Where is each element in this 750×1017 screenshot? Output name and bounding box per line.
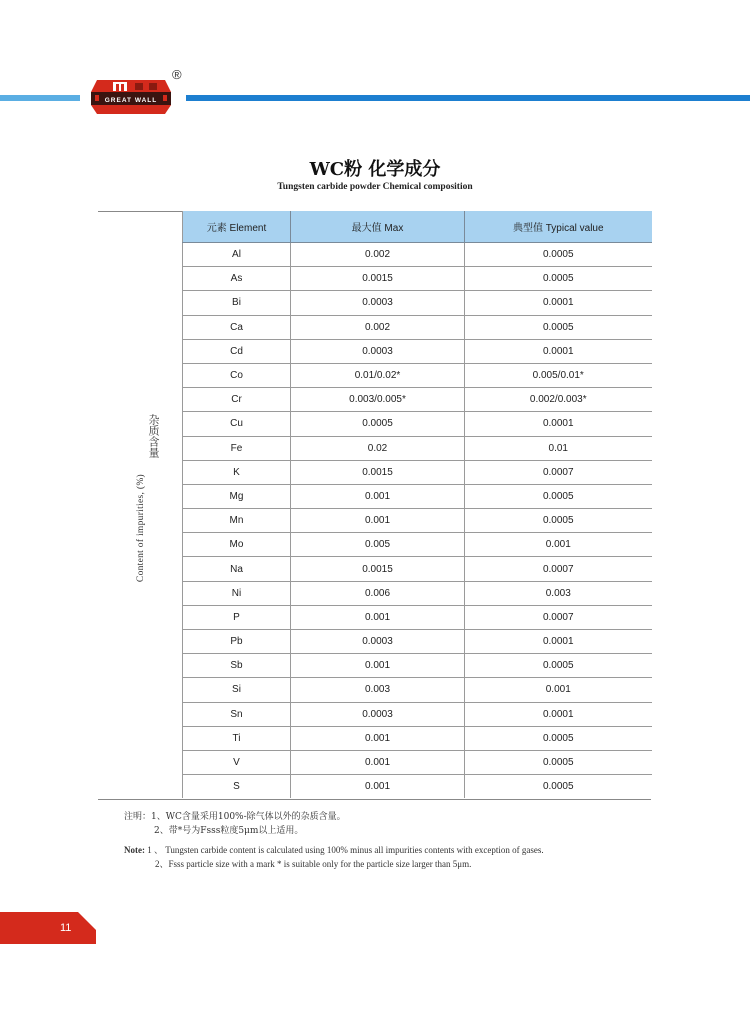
max-cell: 0.003/0.005*: [291, 388, 465, 412]
great-wall-logo: [89, 78, 173, 116]
typical-cell: 0.0005: [542, 781, 574, 793]
table-row: [183, 630, 652, 654]
notes-english: [124, 843, 544, 871]
element-cell: Co: [183, 363, 291, 387]
table-row: [183, 412, 652, 436]
note-cn-line-1: 注明：1、WC含量采用100%-除气体以外的杂质含量。: [124, 812, 346, 822]
table-row: [183, 291, 652, 315]
page-number-tab: [0, 912, 96, 944]
header-accent-bar-right: [186, 95, 750, 101]
max-cell: 0.02: [291, 436, 465, 460]
table-row: [183, 388, 652, 412]
element-cell: S: [183, 775, 291, 799]
table-row: [183, 267, 652, 291]
element-cell: Bi: [183, 291, 291, 315]
max-cell: 0.0005: [291, 412, 465, 436]
table-row: [183, 484, 652, 508]
table-row: [183, 460, 652, 484]
table-row: [183, 702, 652, 726]
table-row: [183, 581, 652, 605]
element-cell: Cu: [183, 412, 291, 436]
table-row: [183, 750, 652, 774]
element-cell: Mg: [183, 484, 291, 508]
typical-cell: 0.0005: [465, 509, 652, 533]
logo-text: GREAT WALL: [104, 97, 158, 104]
element-cell: Al: [183, 243, 291, 267]
header-accent-bar-left: [0, 95, 80, 101]
typical-cell: 0.0005: [465, 267, 652, 291]
typical-cell: 0.0005: [465, 654, 652, 678]
max-cell: 0.01/0.02*: [291, 363, 465, 387]
table-header-row: [183, 211, 652, 243]
table-row: [183, 243, 652, 267]
note-en-line-1: 1 、 Tungsten carbide content is calculated using 100% minus all impurities contents with exception of gases.: [145, 845, 544, 855]
max-cell: 0.002: [291, 243, 465, 267]
max-cell: 0.0015: [291, 460, 465, 484]
element-cell: Pb: [183, 630, 291, 654]
table-row: [183, 678, 652, 702]
page-title: WC粉 化学成分: [309, 159, 441, 180]
max-cell: 0.0003: [291, 339, 465, 363]
typical-cell: 0.0005: [465, 750, 652, 774]
max-cell: 0.001: [291, 775, 465, 799]
typical-cell: 0.0001: [465, 630, 652, 654]
side-label-cn: 杂质含量: [147, 414, 159, 458]
element-cell: Sb: [183, 654, 291, 678]
page-subtitle: Tungsten carbide powder Chemical composition: [277, 182, 473, 192]
header-typical: 典型值 Typical value: [465, 211, 652, 243]
element-cell: Ni: [183, 581, 291, 605]
element-cell: Ti: [183, 726, 291, 750]
note-en-label: Note:: [124, 845, 145, 855]
max-cell: 0.003: [291, 678, 465, 702]
max-cell: 0.002: [291, 315, 465, 339]
typical-cell: 0.0007: [465, 605, 652, 629]
header-max: 最大值 Max: [291, 211, 465, 243]
element-cell: As: [183, 267, 291, 291]
table-row: [183, 654, 652, 678]
table-row: [183, 339, 652, 363]
table-row: [183, 557, 652, 581]
max-cell: 0.001: [291, 484, 465, 508]
table-row: [183, 726, 652, 750]
max-cell: 0.0015: [291, 267, 465, 291]
element-cell: Sn: [183, 702, 291, 726]
table-row: [183, 315, 652, 339]
element-cell: Mo: [183, 533, 291, 557]
max-cell: 0.001: [291, 750, 465, 774]
element-cell: Si: [183, 678, 291, 702]
side-label: [129, 414, 159, 604]
note-cn-line-2: 2、带*号为Fsss粒度5μm以上适用。: [154, 826, 304, 836]
element-cell: Ca: [183, 315, 291, 339]
element-cell: V: [183, 750, 291, 774]
typical-cell: 0.001: [465, 678, 652, 702]
element-cell: Mn: [183, 509, 291, 533]
max-cell: 0.0003: [291, 291, 465, 315]
typical-cell: 0.001: [465, 533, 652, 557]
table-row: [183, 605, 652, 629]
typical-cell: 0.0007: [465, 460, 652, 484]
typical-cell: 0.0005: [465, 484, 652, 508]
max-cell: 0.001: [291, 654, 465, 678]
typical-cell: 0.0005: [465, 726, 652, 750]
element-cell: Cd: [183, 339, 291, 363]
element-cell: K: [183, 460, 291, 484]
table-row: [183, 436, 652, 460]
registered-mark: ®: [172, 67, 182, 82]
typical-cell: 0.005/0.01*: [465, 363, 652, 387]
table-row: [183, 775, 652, 799]
max-cell: 0.006: [291, 581, 465, 605]
element-cell: Na: [183, 557, 291, 581]
typical-cell: 0.0001: [465, 339, 652, 363]
table-bottom-rule: [98, 799, 651, 800]
typical-cell: 0.0001: [465, 412, 652, 436]
note-en-line-2: 2、Fsss particle size with a mark * is suitable only for the particle size larger than 5μm.: [155, 859, 472, 869]
page-number: 11: [60, 922, 72, 934]
typical-cell: 0.0005: [465, 315, 652, 339]
table-row: [183, 533, 652, 557]
element-cell: Fe: [183, 436, 291, 460]
typical-cell: 0.0001: [465, 291, 652, 315]
table-row: [183, 509, 652, 533]
element-cell: P: [183, 605, 291, 629]
typical-cell: 0.0007: [465, 557, 652, 581]
max-cell: 0.001: [291, 509, 465, 533]
table-row: [183, 363, 652, 387]
max-cell: 0.0003: [291, 630, 465, 654]
notes-chinese: [124, 810, 346, 838]
max-cell: 0.001: [291, 605, 465, 629]
typical-cell: 0.01: [465, 436, 652, 460]
max-cell: 0.001: [291, 726, 465, 750]
side-label-en: Content of impurities, (%): [136, 474, 146, 583]
typical-cell: 0.003: [465, 581, 652, 605]
composition-table: [182, 211, 652, 798]
typical-cell: 0.002/0.003*: [465, 388, 652, 412]
header-element: 元素 Element: [183, 211, 291, 243]
max-cell: 0.0015: [291, 557, 465, 581]
max-cell: 0.0003: [291, 702, 465, 726]
typical-cell: 0.0005: [465, 243, 652, 267]
element-cell: Cr: [183, 388, 291, 412]
max-cell: 0.005: [291, 533, 465, 557]
typical-cell: 0.0001: [465, 702, 652, 726]
